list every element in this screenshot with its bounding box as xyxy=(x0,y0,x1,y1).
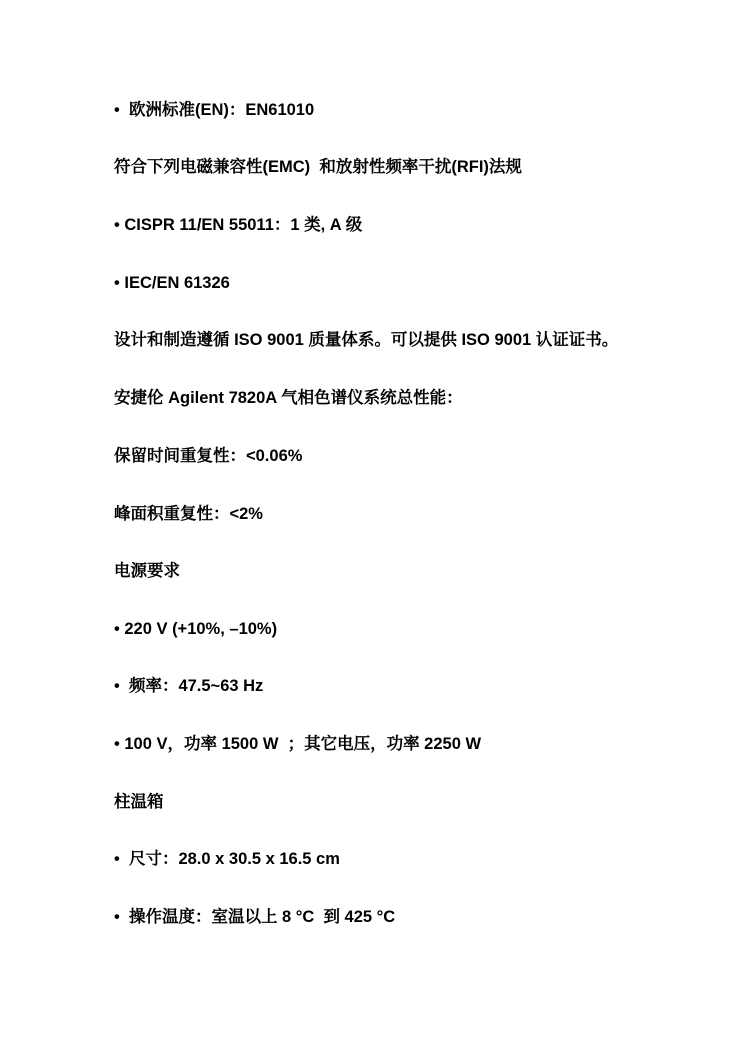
spec-line-operating-temperature: • 操作温度：室温以上 8 °C 到 425 °C xyxy=(114,908,396,926)
spec-line-voltage-100: • 100 V，功率 1500 W ；其它电压，功率 2250 W xyxy=(114,735,482,753)
spec-line-emc-rfi: 符合下列电磁兼容性(EMC) 和放射性频率干扰(RFI)法规 xyxy=(114,158,522,176)
section-heading-oven: 柱温箱 xyxy=(114,793,164,811)
spec-line-iec: • IEC/EN 61326 xyxy=(114,274,230,292)
spec-line-peak-area: 峰面积重复性：<2% xyxy=(114,505,263,523)
spec-line-system-performance: 安捷伦 Agilent 7820A 气相色谱仪系统总性能： xyxy=(114,389,463,407)
spec-line-dimensions: • 尺寸：28.0 x 30.5 x 16.5 cm xyxy=(114,850,340,868)
spec-line-voltage-220: • 220 V (+10%, –10%) xyxy=(114,620,278,638)
spec-line-frequency: • 频率：47.5~63 Hz xyxy=(114,677,264,695)
spec-line-iso9001: 设计和制造遵循 ISO 9001 质量体系。可以提供 ISO 9001 认证证书。 xyxy=(114,331,619,349)
section-heading-power: 电源要求 xyxy=(114,562,180,580)
spec-line-en-standard: • 欧洲标准(EN)：EN61010 xyxy=(114,101,315,119)
spec-line-cispr: • CISPR 11/EN 55011：1 类, A 级 xyxy=(114,216,363,234)
spec-line-retention-time: 保留时间重复性：<0.06% xyxy=(114,447,303,465)
